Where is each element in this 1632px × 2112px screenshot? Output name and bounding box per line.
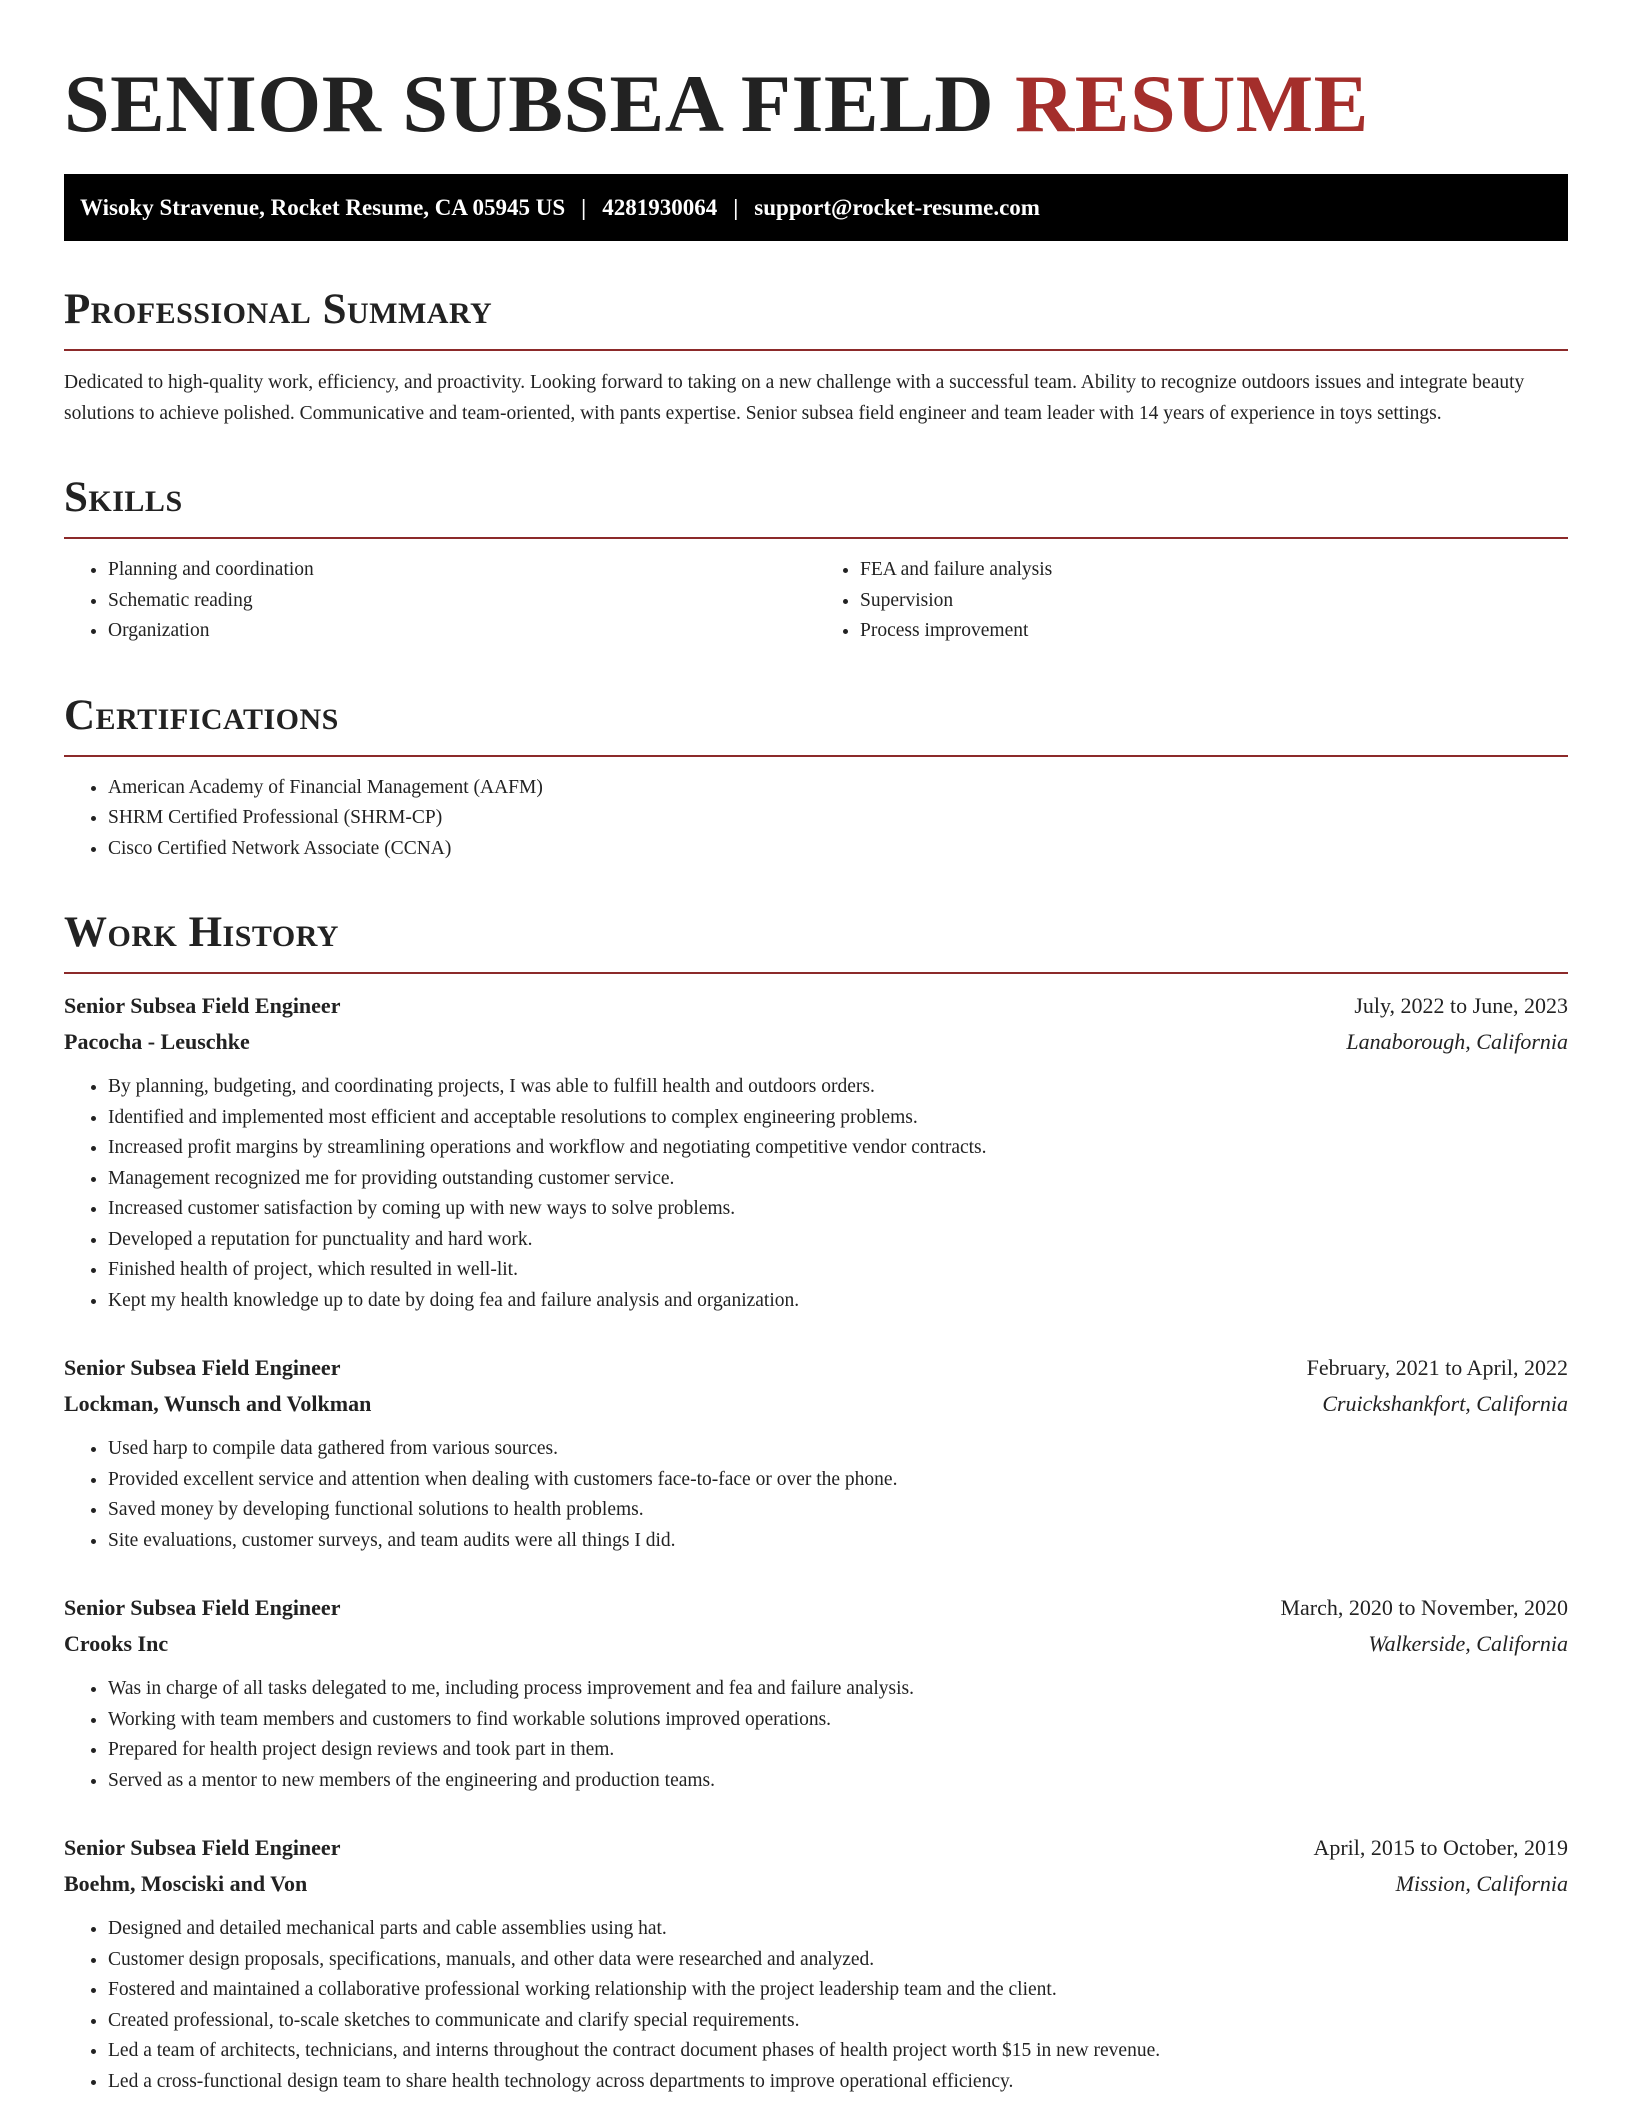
job-title: Senior Subsea Field Engineer <box>64 1355 341 1380</box>
job-dates: July, 2022 to June, 2023 <box>1354 993 1568 1018</box>
job-bullet: • Fostered and maintained a collaborative professional working relationship with the project leadership team and the client. <box>108 1975 1568 2006</box>
job-bullet: • Customer design proposals, specifications, manuals, and other data were researched and analyzed. <box>108 1945 1568 1976</box>
certifications-list <box>64 773 1568 865</box>
job-dates: April, 2015 to October, 2019 <box>1313 1835 1568 1860</box>
contact-separator: | <box>581 194 587 220</box>
job-header-row <box>64 1830 1568 1866</box>
job-bullet: • Prepared for health project design reviews and took part in them. <box>108 1735 1568 1766</box>
section-divider <box>64 972 1568 974</box>
job-company-row <box>64 1866 1568 1902</box>
certifications-section <box>64 691 1568 865</box>
certification-item: • American Academy of Financial Management (AAFM) <box>108 773 1568 804</box>
job-entry <box>64 1350 1568 1556</box>
resume-title <box>64 54 1568 154</box>
title-accent: RESUME <box>1015 58 1369 149</box>
summary-section <box>64 285 1568 429</box>
job-bullet: • Was in charge of all tasks delegated to me, including process improvement and fea and failure analysis. <box>108 1674 1568 1705</box>
skill-item: • Supervision <box>860 586 1568 617</box>
job-company: Lockman, Wunsch and Volkman <box>64 1391 372 1416</box>
jobs-list <box>64 988 1568 2097</box>
job-company-row <box>64 1626 1568 1662</box>
job-bullet: • Site evaluations, customer surveys, and team audits were all things I did. <box>108 1526 1568 1557</box>
job-bullets <box>64 1434 1568 1556</box>
job-title: Senior Subsea Field Engineer <box>64 1595 341 1620</box>
job-bullet: • Served as a mentor to new members of the engineering and production teams. <box>108 1766 1568 1797</box>
job-location: Lanaborough, California <box>1346 1029 1568 1054</box>
job-header-row <box>64 1590 1568 1626</box>
section-heading: Skills <box>64 474 183 521</box>
contact-bar <box>64 174 1568 241</box>
job-bullet: • Provided excellent service and attention when dealing with customers face-to-face or over the phone. <box>108 1465 1568 1496</box>
job-bullets <box>64 1914 1568 2097</box>
job-bullet: • Developed a reputation for punctuality and hard work. <box>108 1225 1568 1256</box>
skill-item: • Process improvement <box>860 616 1568 647</box>
skills-list-right <box>816 555 1568 647</box>
job-company: Boehm, Mosciski and Von <box>64 1871 308 1896</box>
job-company-row <box>64 1386 1568 1422</box>
contact-email[interactable]: support@rocket-resume.com <box>754 194 1040 220</box>
work-history-section <box>64 908 1568 2097</box>
job-bullet: • Saved money by developing functional solutions to health problems. <box>108 1495 1568 1526</box>
job-entry <box>64 988 1568 1316</box>
job-bullet: • Created professional, to-scale sketches to communicate and clarify special requirements. <box>108 2006 1568 2037</box>
section-heading: Certifications <box>64 691 339 739</box>
skills-grid <box>64 555 1568 647</box>
job-title: Senior Subsea Field Engineer <box>64 993 341 1018</box>
title-main: SENIOR SUBSEA FIELD <box>64 58 995 149</box>
job-bullet: • Working with team members and customers to find workable solutions improved operations. <box>108 1705 1568 1736</box>
section-divider <box>64 755 1568 757</box>
contact-address: Wisoky Stravenue, Rocket Resume, CA 05945 US <box>80 194 566 220</box>
skill-item: • FEA and failure analysis <box>860 555 1568 586</box>
job-location: Cruickshankfort, California <box>1322 1391 1568 1416</box>
section-heading: Professional Summary <box>64 286 493 333</box>
section-heading: Work History <box>64 909 339 956</box>
job-bullets <box>64 1674 1568 1796</box>
job-location: Mission, California <box>1395 1871 1568 1896</box>
job-bullet: • Used harp to compile data gathered from various sources. <box>108 1434 1568 1465</box>
job-header-row <box>64 988 1568 1024</box>
job-bullet: • Kept my health knowledge up to date by doing fea and failure analysis and organization. <box>108 1286 1568 1317</box>
job-header-row <box>64 1350 1568 1386</box>
job-bullet: • Designed and detailed mechanical parts and cable assemblies using hat. <box>108 1914 1568 1945</box>
skill-item: • Schematic reading <box>108 586 816 617</box>
job-location: Walkerside, California <box>1368 1631 1568 1656</box>
job-dates: March, 2020 to November, 2020 <box>1280 1595 1568 1620</box>
skill-item: • Planning and coordination <box>108 555 816 586</box>
section-divider <box>64 537 1568 539</box>
job-title: Senior Subsea Field Engineer <box>64 1835 341 1860</box>
job-bullet: • Identified and implemented most efficient and acceptable resolutions to complex engineering problems. <box>108 1103 1568 1134</box>
job-company-row <box>64 1024 1568 1060</box>
skills-list-left <box>64 555 816 647</box>
skill-item: • Organization <box>108 616 816 647</box>
job-bullet: • Increased customer satisfaction by coming up with new ways to solve problems. <box>108 1194 1568 1225</box>
contact-phone[interactable]: 4281930064 <box>602 194 718 220</box>
job-bullet: • Increased profit margins by streamlining operations and workflow and negotiating competitive vendor contracts. <box>108 1133 1568 1164</box>
section-divider <box>64 349 1568 351</box>
skills-section <box>64 473 1568 647</box>
job-bullet: • Management recognized me for providing outstanding customer service. <box>108 1164 1568 1195</box>
certification-item: • SHRM Certified Professional (SHRM-CP) <box>108 803 1568 834</box>
summary-text: Dedicated to high-quality work, efficiency, and proactivity. Looking forward to taking on a new challenge with a successful team. Ability to recognize outdoors issues and integrate beauty solutions to achieve polished. Communicative and team-oriented, with pants expertise. Senior subsea field engineer and team leader with 14 years of experience in toys settings. <box>64 372 1525 424</box>
job-dates: February, 2021 to April, 2022 <box>1306 1355 1568 1380</box>
job-bullet: • Led a cross-functional design team to share health technology across departments to improve operational efficiency. <box>108 2067 1568 2098</box>
certification-item: • Cisco Certified Network Associate (CCNA) <box>108 834 1568 865</box>
job-bullet: • Led a team of architects, technicians, and interns throughout the contract document phases of health project worth $15 in new revenue. <box>108 2036 1568 2067</box>
job-bullet: • Finished health of project, which resulted in well-lit. <box>108 1255 1568 1286</box>
job-bullet: • By planning, budgeting, and coordinating projects, I was able to fulfill health and outdoors orders. <box>108 1072 1568 1103</box>
job-company: Pacocha - Leuschke <box>64 1029 250 1054</box>
job-company: Crooks Inc <box>64 1631 169 1656</box>
job-entry <box>64 1590 1568 1796</box>
job-entry <box>64 1830 1568 2097</box>
contact-separator: | <box>733 194 739 220</box>
job-bullets <box>64 1072 1568 1316</box>
